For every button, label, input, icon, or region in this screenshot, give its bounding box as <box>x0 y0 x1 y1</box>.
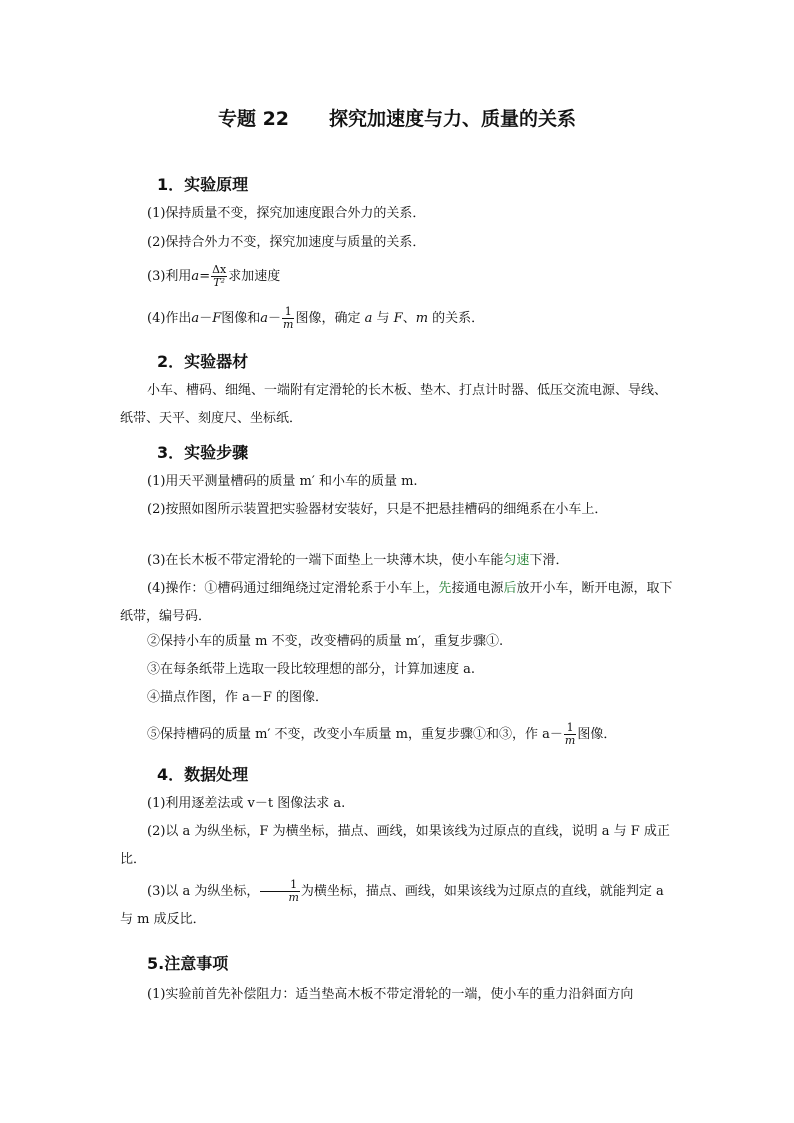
section-heading-data-processing: 4．数据处理 <box>157 765 249 784</box>
title-main: 探究加速度与力、质量的关系 <box>329 108 577 130</box>
principle-line-4: (4)作出a－F图像和a－ $\frac{1}{m}$ 图像，确定 a 与 F、m 的关系． <box>147 305 485 331</box>
fraction-one-over-m: $\frac{1}{m}$ <box>564 721 576 747</box>
fraction-delta-x-over-t2: $\frac{\Delta x}{\text{T²}}$ <box>212 263 227 289</box>
section-heading-notes: 5.注意事项 <box>147 954 229 973</box>
title-prefix: 专题 22 <box>217 108 290 130</box>
section-heading-steps: 3．实验步骤 <box>157 443 249 462</box>
notes-line-1: (1)实验前首先补偿阻力：适当垫高木板不带定滑轮的一端，使小车的重力沿斜面方向 <box>147 987 634 1002</box>
section-heading-equipment: 2．实验器材 <box>157 352 249 371</box>
data-line-2: (2)以 a 为纵坐标，F 为横坐标，描点、画线，如果该线为过原点的直线，说明 a 与 F 成正比． <box>120 824 670 867</box>
equipment-text: 小车、槽码、细绳、一端附有定滑轮的长木板、垫木、打点计时器、低压交流电源、导线、纸带、天平、刻度尺、坐标纸． <box>120 383 668 426</box>
data-line-3: (3)以 a 为纵坐标， $\frac{1}{m}$ 为横坐标，描点、画线，如果该线为过原点的直线，就能判定 a 与 m 成反比． <box>120 878 664 927</box>
page-title <box>0 104 794 131</box>
section-heading-principle: 1．实验原理 <box>157 175 249 194</box>
principle-line-1: (1)保持质量不变，探究加速度跟合外力的关系． <box>147 206 426 221</box>
step-line-8: ⑤保持槽码的质量 m′ 不变，改变小车质量 m，重复步骤①和③，作 a－ $\frac{1}{m}$ 图像． <box>147 721 617 747</box>
step-line-3: (3)在长木板不带定滑轮的一端下面垫上一块薄木块，使小车能匀速下滑． <box>147 553 569 568</box>
data-line-1: (1)利用逐差法或 v－t 图像法求 a. <box>147 796 346 811</box>
step-line-6: ③在每条纸带上选取一段比较理想的部分，计算加速度 a. <box>147 662 476 677</box>
fraction-one-over-m: $\frac{1}{m}$ <box>260 879 299 904</box>
step-line-7: ④描点作图，作 a－F 的图像． <box>147 690 329 705</box>
step-line-4: (4)操作：①槽码通过细绳绕过定滑轮系于小车上，先接通电源后放开小车，断开电源，取下纸带，编号码． <box>120 581 673 624</box>
step-line-5: ②保持小车的质量 m 不变，改变槽码的质量 m′，重复步骤①. <box>147 634 504 649</box>
principle-line-2: (2)保持合外力不变，探究加速度与质量的关系． <box>147 235 426 250</box>
step-line-2: (2)按照如图所示装置把实验器材安装好，只是不把悬挂槽码的细绳系在小车上． <box>147 502 608 517</box>
fraction-one-over-m: $\frac{1}{m}$ <box>283 305 294 331</box>
principle-line-3: (3)利用a= $\frac{\Delta x}{\text{T²}}$ 求加速度 <box>147 263 281 289</box>
step-line-1: (1)用天平测量槽码的质量 m′ 和小车的质量 m. <box>147 474 418 489</box>
